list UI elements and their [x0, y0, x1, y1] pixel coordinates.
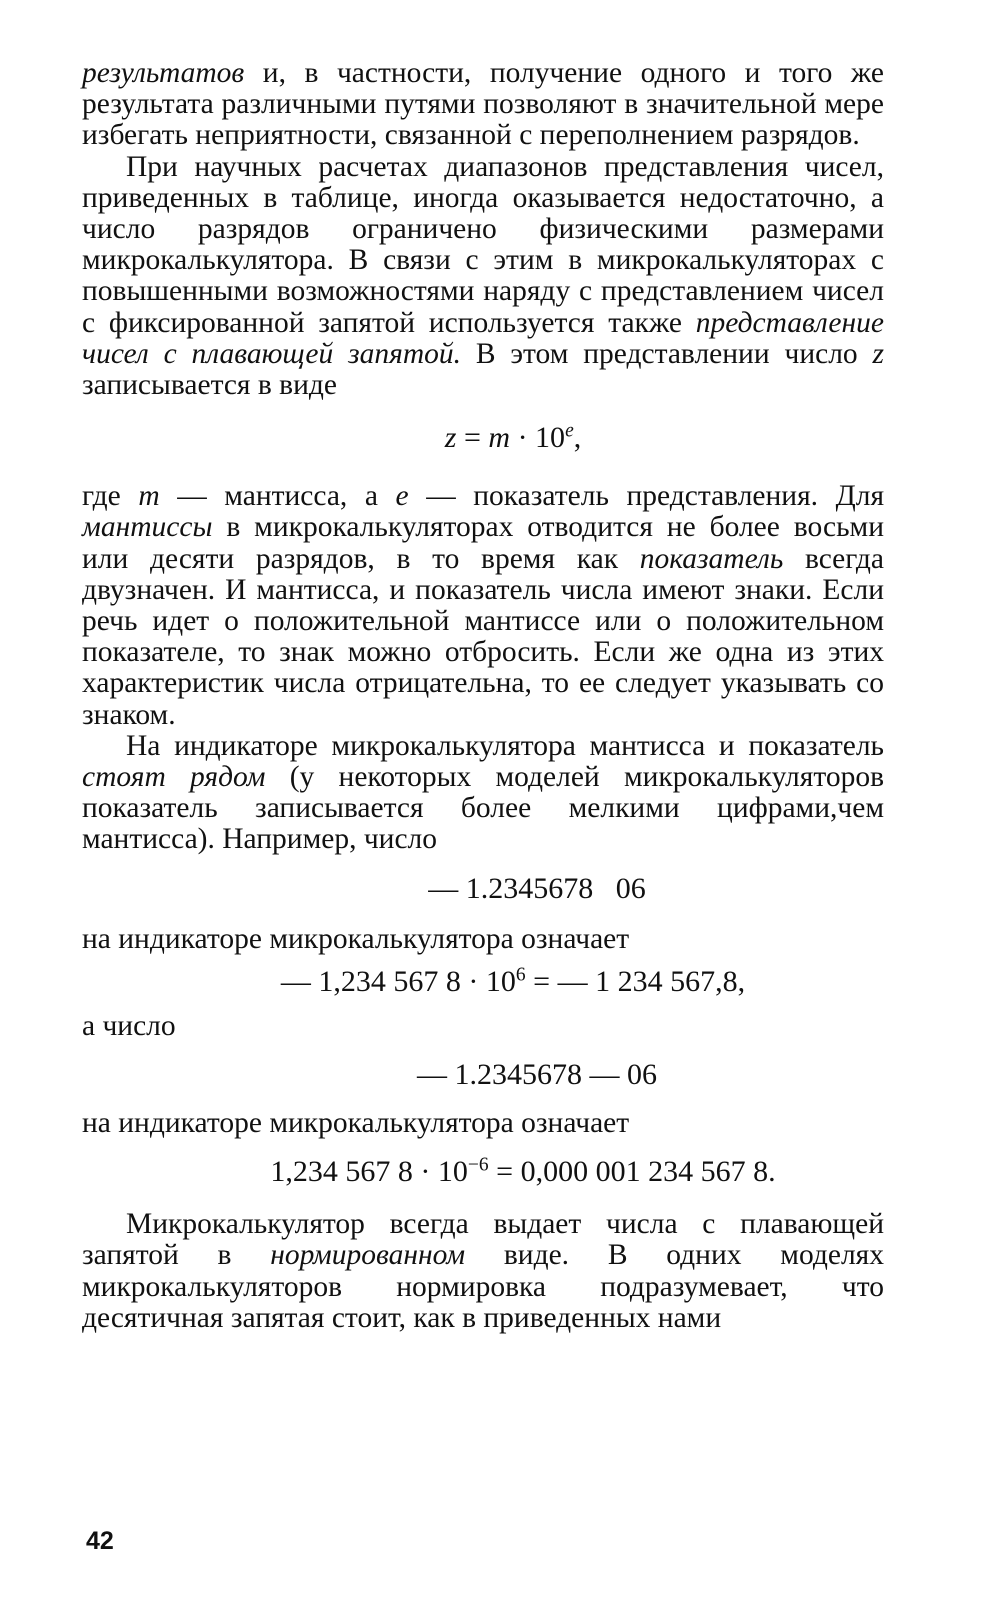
- formula-right: = — 1 234 567,8,: [525, 964, 746, 998]
- paragraph-text: При научных расчетах диапазонов представления чисел, приведенных в таблице, иногда оказывается недостаточно, а число разрядов ограничено физическими размерами микрокалькулятора. В связи с этим в микрокалькуляторах с повышенными возможностями наряду с представлением чисел с фиксированной запятой используется также: [82, 150, 884, 339]
- page-number: 42: [86, 1527, 114, 1555]
- formula-exponent-e: e: [565, 420, 574, 442]
- emphasis-results: результатов: [82, 57, 245, 89]
- paragraph-text: — показатель представления. Для: [408, 480, 885, 513]
- emphasis-side-by-side: стоят рядом: [82, 761, 266, 794]
- emphasis-normalized: нормированном: [270, 1239, 466, 1272]
- paragraph-text: всегда двузначен. И мантисса, и показатель числа имеют знаки. Если речь идет о положительной мантиссе или о положительном показателе, то знак можно отбросить. Если же одна из этих характеристик числа отрицательна, то ее следует указывать со знаком.: [82, 542, 884, 731]
- paragraph-text: На индикаторе микрокалькулятора мантисса и показатель: [126, 729, 884, 762]
- paragraph-text: в микрокалькуляторах отводится не более восьми или десяти разрядов, в то время как: [82, 511, 884, 575]
- formula-floating-point: [82, 419, 884, 457]
- formula-expansion-1: [82, 963, 884, 1001]
- formula-expansion-2: [82, 1153, 884, 1191]
- formula-var-m: m: [488, 421, 511, 455]
- formula-display-example-1: [82, 870, 884, 908]
- paragraph-mantissa-exponent: [82, 481, 884, 731]
- formula-left: — 1,234 567 8 · 10: [280, 964, 516, 998]
- variable-z: z: [872, 337, 884, 370]
- paragraph-text: и, в частности, получение одного и того же результата различными путями позволяют в значительной мере избегать неприятности, связанной с переполнением разрядов.: [82, 57, 884, 152]
- formula-comma: ,: [573, 421, 582, 455]
- emphasis-exponent: показатель: [639, 542, 784, 575]
- formula-right: = 0,000 001 234 567 8.: [488, 1155, 776, 1189]
- paragraph-text: где: [82, 480, 139, 513]
- paragraph-text: Микрокалькулятор всегда выдает числа с плавающей запятой в: [82, 1208, 884, 1272]
- formula-exponent: −6: [467, 1154, 489, 1176]
- line-means-2: на индикаторе микрокалькулятора означает: [82, 1107, 630, 1140]
- paragraph-normalized: [82, 1209, 884, 1334]
- formula-equals: =: [456, 421, 489, 455]
- formula-text: — 1.2345678 — 06: [417, 1058, 657, 1092]
- paragraph-text: В этом представлении число: [461, 337, 873, 370]
- formula-var-z: z: [444, 421, 457, 455]
- paragraph-continuation: [82, 58, 884, 152]
- paragraph-floating-point-intro: [82, 152, 884, 402]
- formula-left: 1,234 567 8 · 10: [270, 1155, 468, 1189]
- formula-display-example-2: [82, 1056, 884, 1094]
- variable-e: e: [395, 480, 409, 513]
- paragraph-text: (у некоторых моделей микрокалькуляторов показатель записывается более мелкими цифрами,чем мантисса). Например, число: [82, 761, 884, 856]
- variable-m: m: [138, 480, 160, 513]
- paragraph-text: записывается в виде: [82, 369, 337, 402]
- formula-power-base: · 10: [510, 421, 566, 455]
- line-and-number: а число: [82, 1009, 176, 1042]
- formula-text: — 1.2345678 06: [428, 871, 646, 905]
- paragraph-text: — мантисса, а: [159, 480, 396, 513]
- paragraph-indicator: [82, 731, 884, 856]
- formula-exponent: 6: [515, 964, 526, 986]
- emphasis-mantissa: мантиссы: [82, 511, 213, 544]
- paragraph-text: виде. В одних моделях микрокалькуляторов нормировка подразумевает, что десятичная запятая стоит, как в приведенных нами: [82, 1239, 884, 1334]
- emphasis-floating-point: представление чисел с плавающей запятой.: [82, 306, 884, 370]
- line-means-1: на индикаторе микрокалькулятора означает: [82, 922, 630, 955]
